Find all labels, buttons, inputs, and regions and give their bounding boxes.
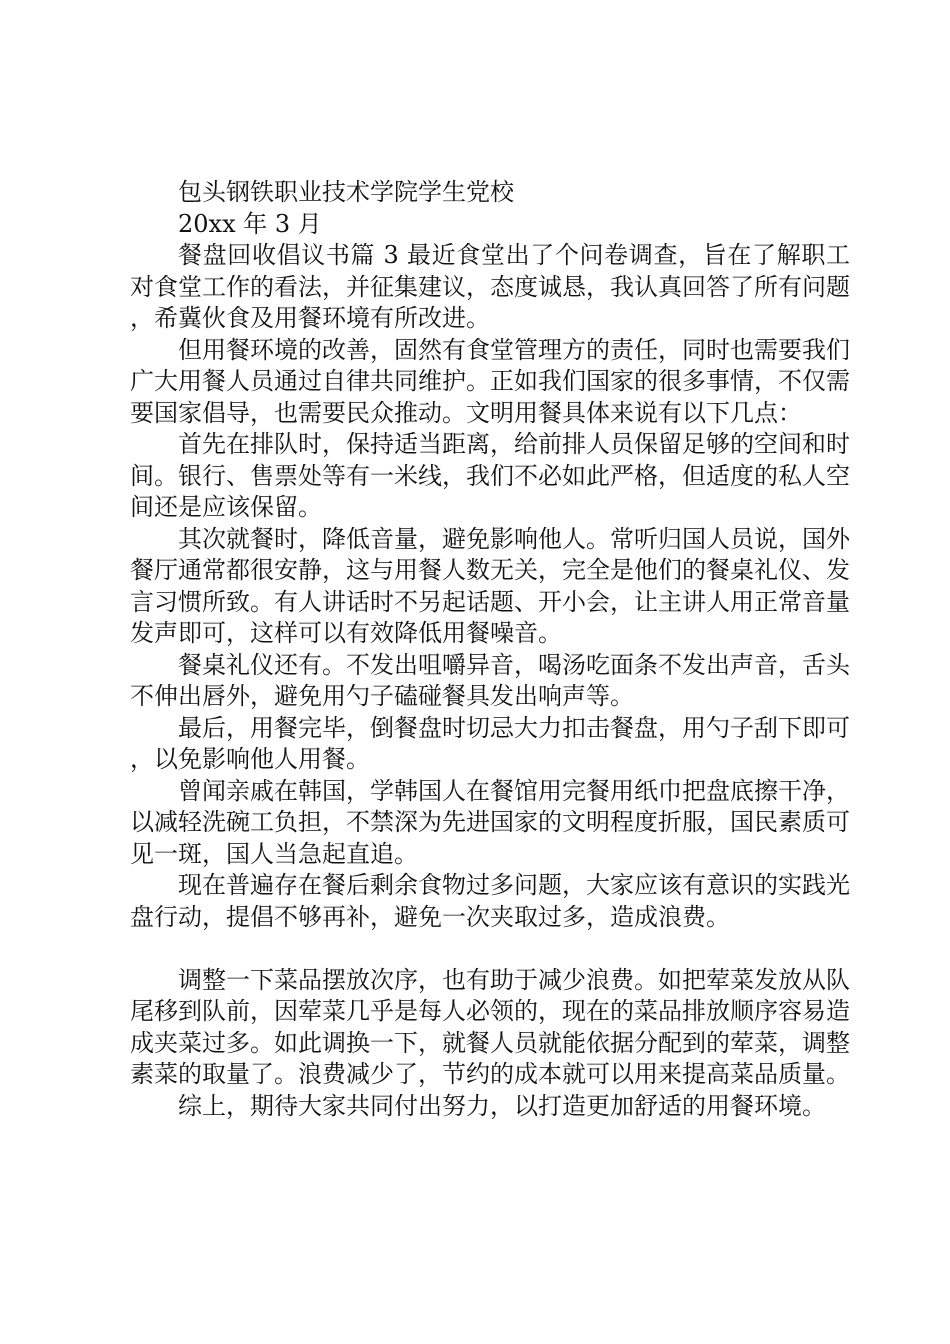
document-body — [130, 177, 850, 1122]
paragraph-volume: 其次就餐时，降低音量，避免影响他人。常听归国人员说，国外餐厅通常都很安静，这与用餐人数无关，完全是他们的餐桌礼仪、发言习惯所致。有人讲话时不另起话题、开小会，让主讲人用正常音量发声即可，这样可以有效降低用餐噪音。 — [130, 524, 850, 647]
paragraph-korea: 曾闻亲戚在韩国，学韩国人在餐馆用完餐用纸巾把盘底擦干净，以减轻洗碗工负担，不禁深为先进国家的文明程度折服，国民素质可见一斑，国人当急起直追。 — [130, 776, 850, 868]
paragraph-environment: 但用餐环境的改善，固然有食堂管理方的责任，同时也需要我们广大用餐人员通过自律共同维护。正如我们国家的很多事情，不仅需要国家倡导，也需要民众推动。文明用餐具体来说有以下几点： — [130, 335, 850, 427]
signature-date: 20xx 年 3 月 — [178, 209, 322, 238]
paragraph-intro: 餐盘回收倡议书篇 3 最近食堂出了个问卷调查，旨在了解职工对食堂工作的看法，并征集建议，态度诚恳，我认真回答了所有问题，希冀伙食及用餐环境有所改进。 — [130, 241, 850, 332]
paragraph-finish: 最后，用餐完毕，倒餐盘时切忌大力扣击餐盘，用勺子刮下即可，以免影响他人用餐。 — [130, 713, 850, 773]
paragraph-etiquette: 餐桌礼仪还有。不发出咀嚼异音，喝汤吃面条不发出声音，舌头不伸出唇外，避免用勺子磕碰餐具发出响声等。 — [130, 650, 850, 710]
paragraph-conclusion: 综上，期待大家共同付出努力，以打造更加舒适的用餐环境。 — [178, 1091, 826, 1120]
paragraph-order: 调整一下菜品摆放次序，也有助于减少浪费。如把荤菜发放从队尾移到队前，因荤菜几乎是每人必领的，现在的菜品排放顺序容易造成夹菜过多。如此调换一下，就餐人员就能依据分配到的荤菜，调整素菜的取量了。浪费减少了，节约的成本就可以用来提高菜品质量。 — [130, 965, 850, 1088]
paragraph-queue: 首先在排队时，保持适当距离，给前排人员保留足够的空间和时间。银行、售票处等有一米线，我们不必如此严格，但适度的私人空间还是应该保留。 — [130, 430, 850, 521]
signature-organization: 包头钢铁职业技术学院学生党校 — [178, 178, 514, 206]
paragraph-waste: 现在普遍存在餐后剩余食物过多问题，大家应该有意识的实践光盘行动，提倡不够再补，避免一次夹取过多，造成浪费。 — [130, 871, 850, 931]
